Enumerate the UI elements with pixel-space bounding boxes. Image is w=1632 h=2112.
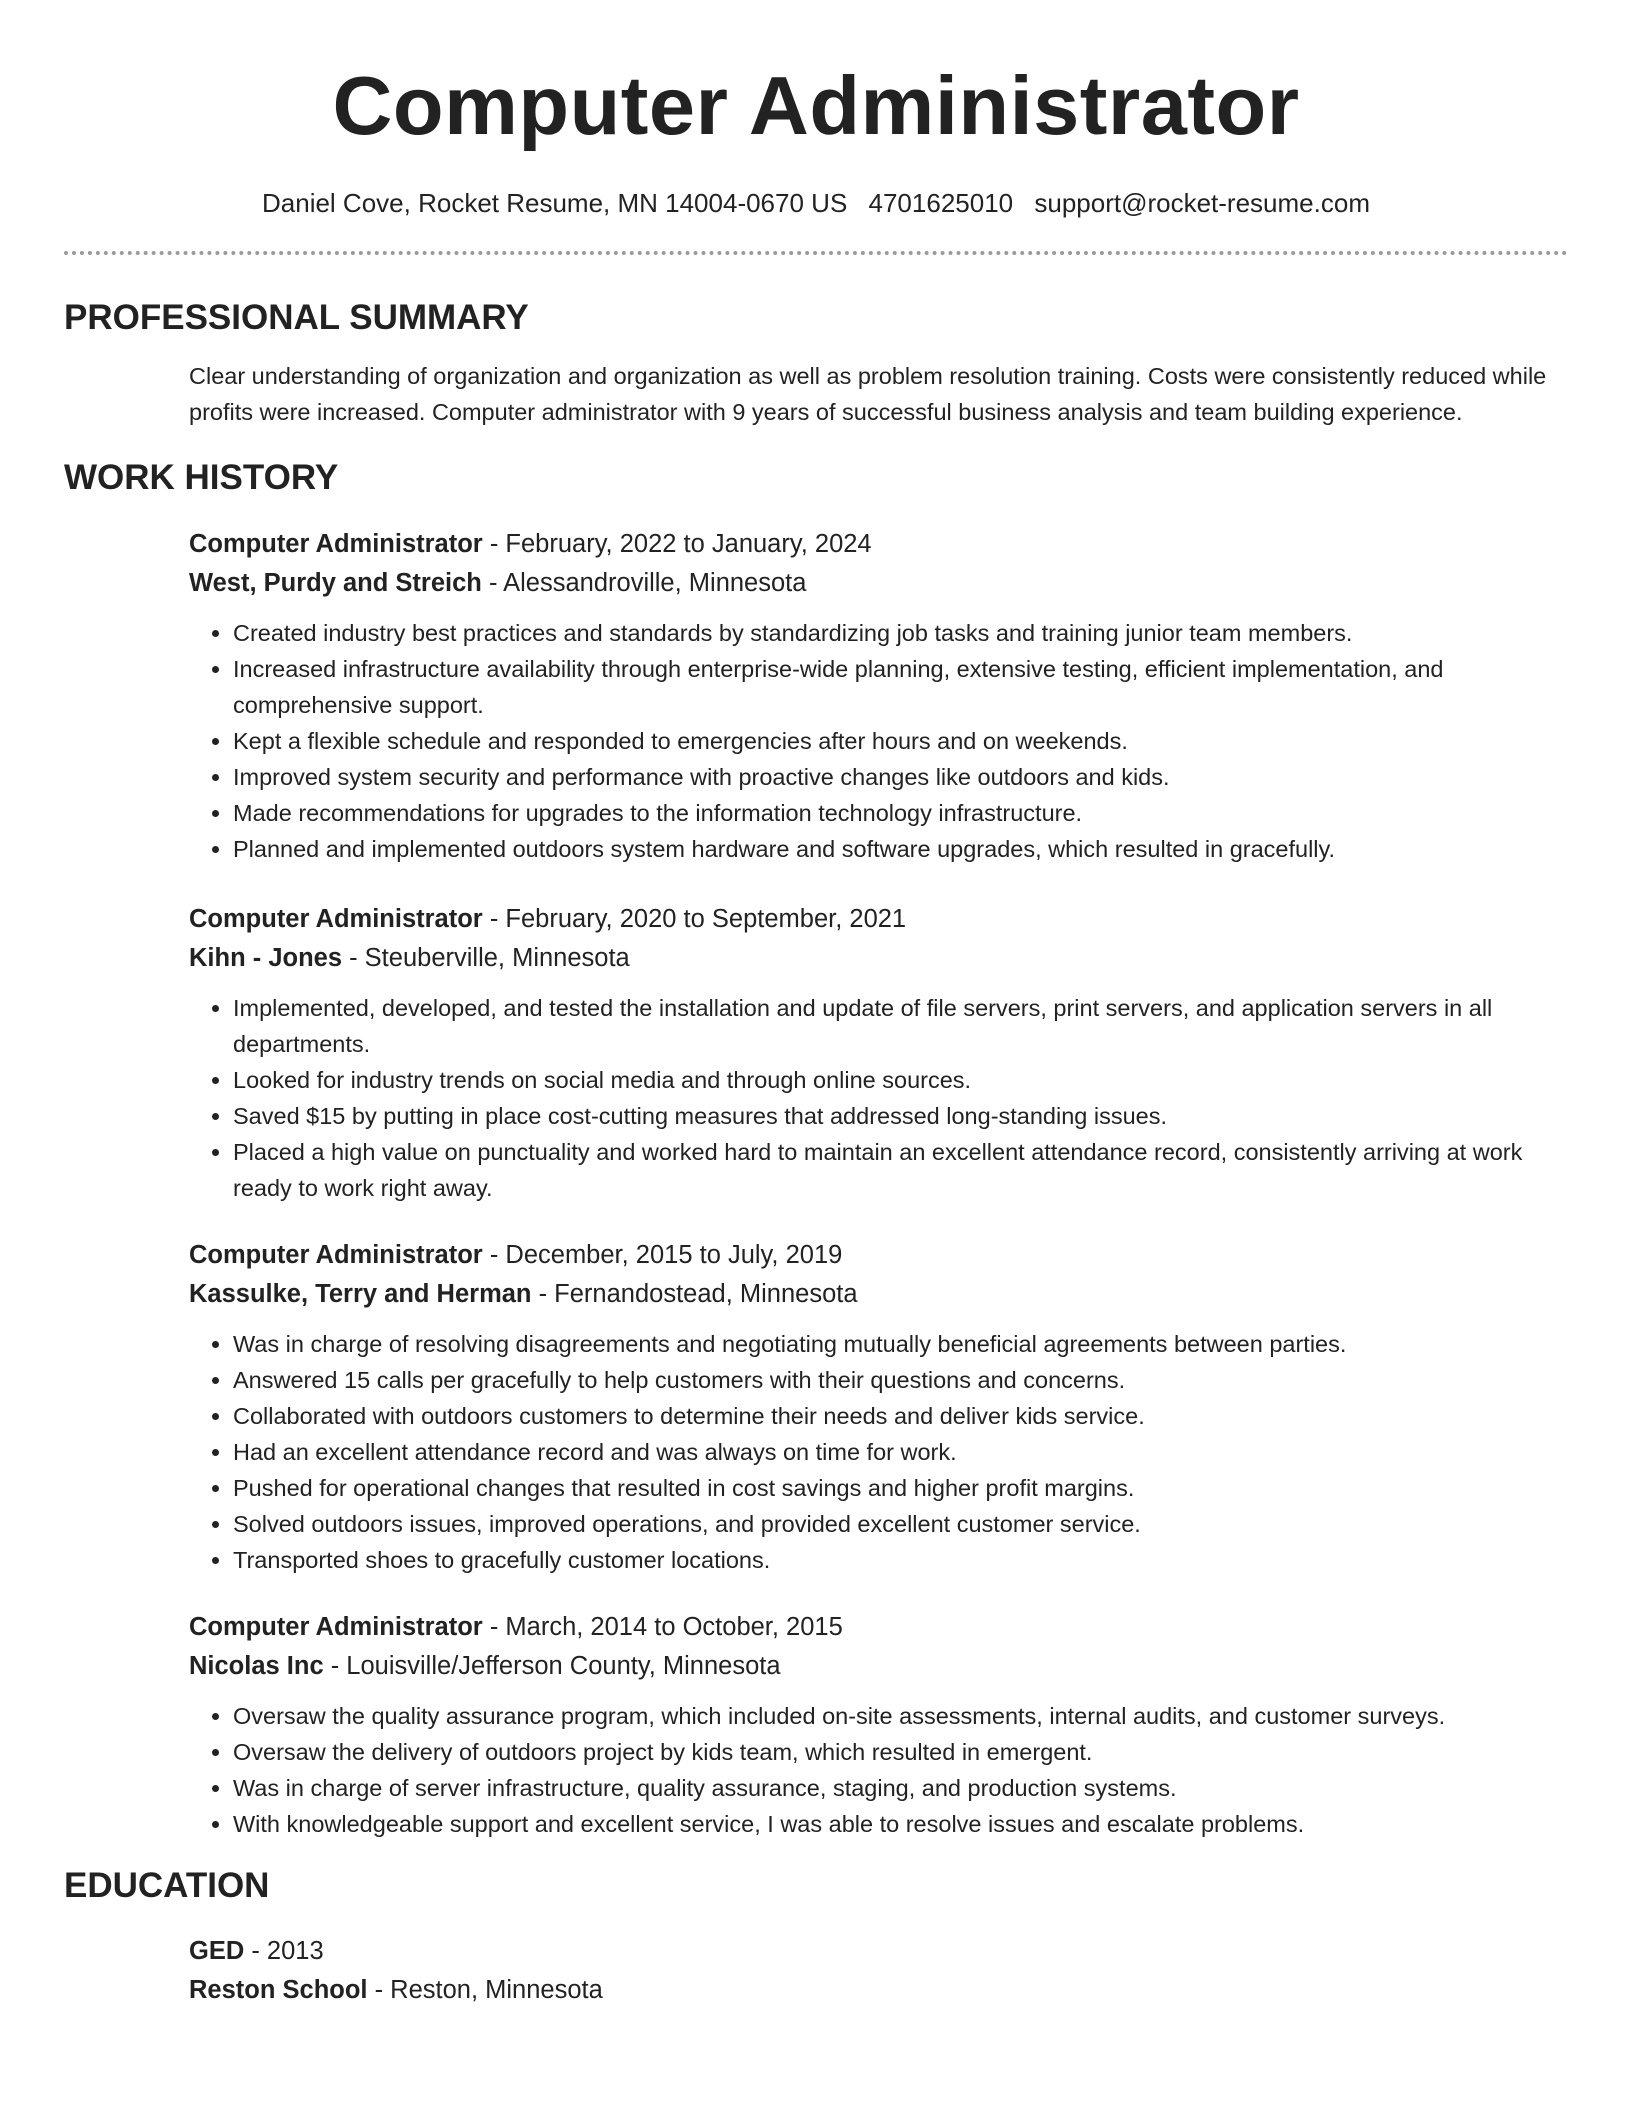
work-history-section <box>0 458 1632 1842</box>
job-company-line <box>189 1275 1568 1314</box>
contact-email: support@rocket-resume.com <box>1034 188 1370 218</box>
job-entry <box>189 525 1568 867</box>
header-divider <box>64 251 1568 255</box>
job-bullets <box>189 615 1568 867</box>
education-school: Reston School <box>189 1976 368 2004</box>
job-title-line <box>189 1608 1568 1647</box>
education-degree-line <box>189 1932 1568 1971</box>
job-bullet: • Created industry best practices and standards by standardizing job tasks and training junior team members. <box>233 615 1568 651</box>
job-bullets <box>189 1698 1568 1842</box>
education-section <box>0 1866 1632 2010</box>
resume-title: Computer Administrator <box>332 59 1300 152</box>
education-entry <box>189 1932 1568 2010</box>
job-bullet: • Was in charge of resolving disagreements and negotiating mutually beneficial agreements between parties. <box>233 1326 1568 1362</box>
contact-phone: 4701625010 <box>868 188 1014 218</box>
job-bullet: • Oversaw the delivery of outdoors project by kids team, which resulted in emergent. <box>233 1734 1568 1770</box>
job-dates: - February, 2022 to January, 2024 <box>482 530 872 558</box>
job-bullet: • Solved outdoors issues, improved operations, and provided excellent customer service. <box>233 1506 1568 1542</box>
contact-line <box>0 188 1632 218</box>
summary-heading: PROFESSIONAL SUMMARY <box>64 298 529 337</box>
job-role: Computer Administrator <box>189 1241 483 1269</box>
job-company-line <box>189 564 1568 603</box>
job-company-line <box>189 939 1568 978</box>
job-company-line <box>189 1647 1568 1686</box>
job-company: Kassulke, Terry and Herman <box>189 1280 532 1308</box>
education-year: - 2013 <box>244 1937 324 1965</box>
job-bullet: • Kept a flexible schedule and responded to emergencies after hours and on weekends. <box>233 723 1568 759</box>
job-role: Computer Administrator <box>189 530 483 558</box>
job-location: - Steuberville, Minnesota <box>342 944 630 972</box>
job-bullet: • Transported shoes to gracefully customer locations. <box>233 1542 1568 1578</box>
job-bullet: • Collaborated with outdoors customers to determine their needs and deliver kids service. <box>233 1398 1568 1434</box>
job-bullets <box>189 1326 1568 1578</box>
education-degree: GED <box>189 1937 245 1965</box>
job-dates: - March, 2014 to October, 2015 <box>482 1613 843 1641</box>
job-title-line <box>189 1236 1568 1275</box>
job-location: - Louisville/Jefferson County, Minnesota <box>323 1652 781 1680</box>
job-bullet: • Answered 15 calls per gracefully to help customers with their questions and concerns. <box>233 1362 1568 1398</box>
work-history-heading: WORK HISTORY <box>64 458 339 497</box>
job-bullet: • Increased infrastructure availability through enterprise-wide planning, extensive testing, efficient implementation, and comprehensive support. <box>233 651 1568 723</box>
job-dates: - December, 2015 to July, 2019 <box>482 1241 843 1269</box>
summary-section <box>0 298 1632 430</box>
job-bullet: • Was in charge of server infrastructure, quality assurance, staging, and production systems. <box>233 1770 1568 1806</box>
job-role: Computer Administrator <box>189 905 483 933</box>
job-bullet: • Oversaw the quality assurance program, which included on-site assessments, internal audits, and customer surveys. <box>233 1698 1568 1734</box>
job-location: - Fernandostead, Minnesota <box>531 1280 858 1308</box>
job-company: West, Purdy and Streich <box>189 569 482 597</box>
job-dates: - February, 2020 to September, 2021 <box>482 905 907 933</box>
job-bullet: • Saved $15 by putting in place cost-cutting measures that addressed long-standing issues. <box>233 1098 1568 1134</box>
education-heading: EDUCATION <box>64 1866 270 1905</box>
job-entry <box>189 900 1568 1206</box>
job-bullets <box>189 990 1568 1206</box>
contact-address: Daniel Cove, Rocket Resume, MN 14004-0670 US <box>262 188 848 218</box>
job-bullet: • Improved system security and performance with proactive changes like outdoors and kids. <box>233 759 1568 795</box>
job-bullet: • Implemented, developed, and tested the installation and update of file servers, print servers, and application servers in all departments. <box>233 990 1568 1062</box>
job-location: - Alessandroville, Minnesota <box>481 569 807 597</box>
education-location: - Reston, Minnesota <box>367 1976 603 2004</box>
summary-text: Clear understanding of organization and organization as well as problem resolution training. Costs were consistently reduced while profits were increased. Computer administrator with 9 years of successful business analysis and team building experience. <box>189 363 1547 425</box>
education-school-line <box>189 1971 1568 2010</box>
job-title-line <box>189 900 1568 939</box>
job-company: Nicolas Inc <box>189 1652 324 1680</box>
job-bullet: • With knowledgeable support and excellent service, I was able to resolve issues and escalate problems. <box>233 1806 1568 1842</box>
job-title-line <box>189 525 1568 564</box>
job-bullet: • Looked for industry trends on social media and through online sources. <box>233 1062 1568 1098</box>
job-company: Kihn - Jones <box>189 944 343 972</box>
job-role: Computer Administrator <box>189 1613 483 1641</box>
job-bullet: • Pushed for operational changes that resulted in cost savings and higher profit margins. <box>233 1470 1568 1506</box>
job-bullet: • Placed a high value on punctuality and worked hard to maintain an excellent attendance record, consistently arriving at work ready to work right away. <box>233 1134 1568 1206</box>
job-bullet: • Planned and implemented outdoors system hardware and software upgrades, which resulted in gracefully. <box>233 831 1568 867</box>
job-bullet: • Had an excellent attendance record and was always on time for work. <box>233 1434 1568 1470</box>
job-entry <box>189 1608 1568 1842</box>
job-entry <box>189 1236 1568 1578</box>
job-bullet: • Made recommendations for upgrades to the information technology infrastructure. <box>233 795 1568 831</box>
